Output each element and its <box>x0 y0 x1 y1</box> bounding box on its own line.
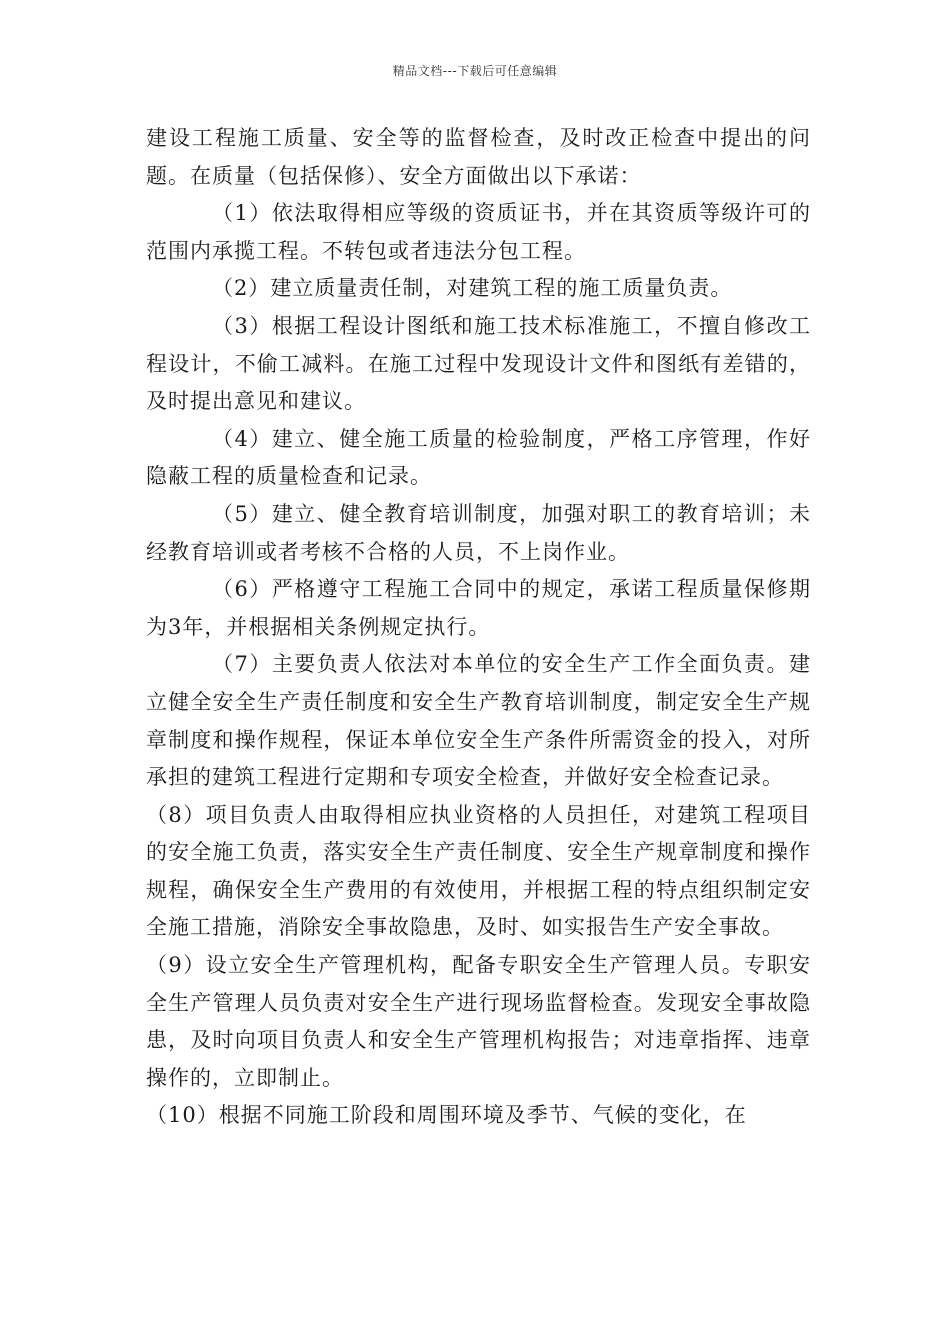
paragraph-item-4: （4）建立、健全施工质量的检验制度，严格工序管理，作好隐蔽工程的质量检查和记录。 <box>146 426 811 489</box>
page-header: 精品文档---下载后可任意编辑 <box>392 64 558 78</box>
paragraph-item-6: （6）严格遵守工程施工合同中的规定，承诺工程质量保修期为3年，并根据相关条例规定执行。 <box>146 577 811 639</box>
paragraph-item-3: （3）根据工程设计图纸和施工技术标准施工，不擅自修改工程设计，不偷工减料。在施工过程中发现设计文件和图纸有差错的，及时提出意见和建议。 <box>146 313 811 414</box>
paragraph-item-2: （2）建立质量责任制，对建筑工程的施工质量负责。 <box>212 276 733 301</box>
paragraph-item-8: （8）项目负责人由取得相应执业资格的人员担任，对建筑工程项目的安全施工负责，落实安全生产责任制度、安全生产规章制度和操作规程，确保安全生产费用的有效使用，并根据工程的特点组织制定安全施工措施，消除安全事故隐患，及时、如实报告生产安全事故。 <box>146 802 811 940</box>
paragraph-intro: 建设工程施工质量、安全等的监督检查，及时改正检查中提出的问题。在质量（包括保修）、安全方面做出以下承诺： <box>146 126 811 188</box>
paragraph-item-10: （10）根据不同施工阶段和周围环境及季节、气候的变化，在 <box>146 1103 747 1128</box>
paragraph-item-7: （7）主要负责人依法对本单位的安全生产工作全面负责。建立健全安全生产责任制度和安全生产教育培训制度，制定安全生产规章制度和操作规程，保证本单位安全生产条件所需资金的投入，对所承担的建筑工程进行定期和专项安全检查，并做好安全检查记录。 <box>146 652 811 790</box>
paragraph-item-9: （9）设立安全生产管理机构，配备专职安全生产管理人员。专职安全生产管理人员负责对安全生产进行现场监督检查。发现安全事故隐患，及时向项目负责人和安全生产管理机构报告；对违章指挥、违章操作的，立即制止。 <box>146 953 811 1090</box>
document-body <box>146 120 811 1135</box>
paragraph-item-1: （1）依法取得相应等级的资质证书，并在其资质等级许可的范围内承揽工程。不转包或者违法分包工程。 <box>146 201 811 263</box>
paragraph-item-5: （5）建立、健全教育培训制度，加强对职工的教育培训；未经教育培训或者考核不合格的人员，不上岗作业。 <box>146 501 811 564</box>
